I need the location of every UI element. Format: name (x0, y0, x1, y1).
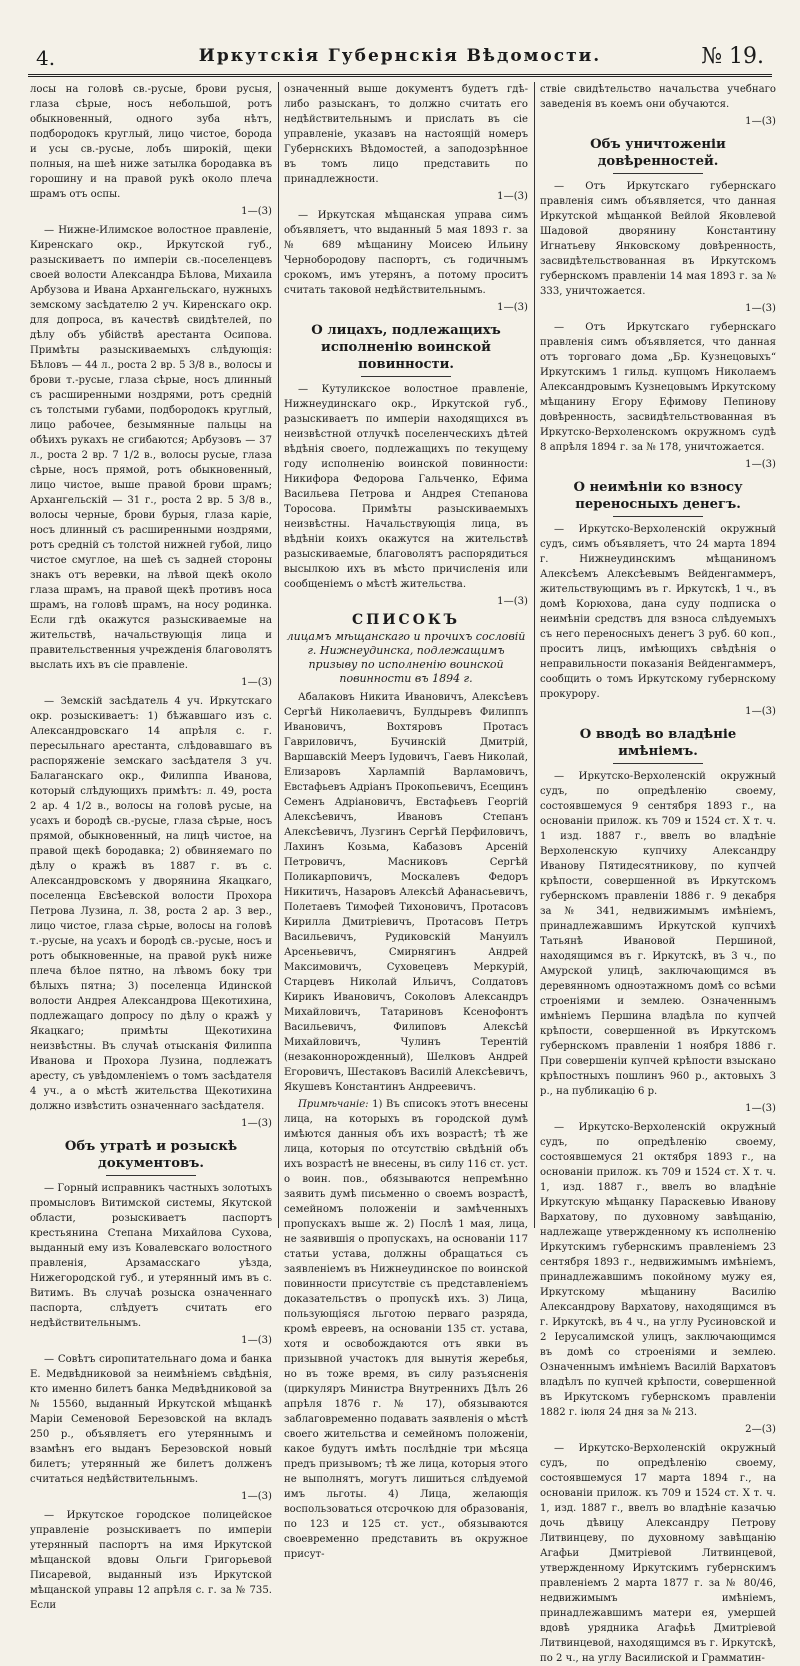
paragraph: — Иркутская мѣщанская управа симъ объявляетъ, что выданный 5 мая 1893 г. за № 689 мѣщанину Моисею Ильину Чернобородову паспортъ, съ годичнымъ срокомъ, имъ утерянъ, а потому проситъ считать таковой недѣйствительнымъ. (284, 210, 528, 296)
section-heading-text: О неимѣніи ко взносу переносныхъ денегъ. (573, 480, 743, 512)
page-number: 4. (36, 46, 56, 70)
section-heading-text: О лицахъ, подлежащихъ исполненію воинской повинности. (311, 323, 501, 372)
list-title: СПИСОКЪ (351, 612, 461, 628)
issue-mark: 1—(3) (497, 302, 528, 313)
column-1 (30, 82, 272, 1611)
heading-underline (106, 1175, 196, 1176)
issue-mark: 1—(3) (745, 303, 776, 314)
issue-mark: 1—(3) (497, 596, 528, 607)
column-divider (278, 82, 279, 1228)
paragraph: лосы на головѣ св.-русые, брови русыя, глаза сѣрые, носъ небольшой, ротъ обыкновенный, одного зуба нѣтъ, подбородокъ круглый, лицо чистое, борода и усы св.-русые, лобъ широкій, щеки полныя, на шеѣ ниже затылка бородавка въ горошину и на правой рукѣ около плеча шрамъ отъ оспы. (30, 84, 272, 200)
issue-mark: 1—(3) (745, 706, 776, 717)
issue-mark: 1—(3) (745, 459, 776, 470)
section-heading (540, 726, 776, 764)
paragraph: — Иркутское городское полицейское управленіе розыскиваетъ по имперіи утерянный паспортъ на имя Иркутской мѣщанской вдовы Ольги Григорьевой Писаревой, выданный изъ Иркутской мѣщанской управы 12 апрѣля с. г. за № 735. Если (30, 1510, 272, 1611)
list-subtitle: лицамъ мѣщанскаго и прочихъ сословій г. Нижнеудинска, подлежащимъ призыву по исполненію воинской повинности въ 1894 г. (286, 630, 526, 685)
conscript-list: Абалаковъ Никита Ивановичъ, Алексѣевъ Сергѣй Николаевичъ, Булдыревъ Филиппъ Ивановичъ, Вохтяровъ Протасъ Гавриловичъ, Бучинскій Дмитрій, Варшавскій Мееръ Іудовичъ, Гаевъ Николай, Елизаровъ Харлампій Варламовичъ, Евстафьевъ Адріанъ Прокопьевичъ, Есещинъ Семенъ Адріановичъ, Евстафьевъ Георгій Алексѣевичъ, Ивановъ Степанъ Алексѣевичъ, Лузгинъ Сергѣй Перфиловичъ, Лахинъ Козьма, Кабазовъ Арсеній Петровичъ, Масниковъ Сергѣй Поликарповичъ, Москалевъ Федоръ Никитичъ, Назаровъ Алексѣй Афанасьевичъ, Полетаевъ Тимофей Тихоновичъ, Протасовъ Кирилла Дмитріевичъ, Протасовъ Петръ Васильевичъ, Рудиковскій Мануилъ Арсеньевичъ, Смирнягинъ Андрей Максимовичъ, Суховецевъ Меркурій, Старцевъ Николай Ильичъ, Солдатовъ Кирикъ Ивановичъ, Соколовъ Александръ Михайловичъ, Татариновъ Ксенофонтъ Васильевичъ, Филиповъ Алексѣй Михайловичъ, Чулинъ Терентій (незаконнорожденный), Шелковъ Андрей Егоровичъ, Шестаковъ Василій Алексѣевичъ, Якушевъ Константинъ Андреевичъ. (284, 692, 528, 1093)
section-heading (540, 136, 776, 174)
paragraph: — Отъ Иркутскаго губернскаго правленія симъ объявляется, что данная Иркутской мѣщанкой Вейлой Яковлевой Шадовой дворянину Константину Игнатьеву Янковскому довѣренность, засвидѣтельствованная въ Иркутскомъ губернскомъ правленіи 14 мая 1893 г. за № 333, уничтожается. (540, 181, 776, 297)
paragraph: ствіе свидѣтельство начальства учебнаго заведенія въ коемъ они обучаются. (540, 84, 776, 110)
paragraph: — Иркутско-Верхоленскій окружный судъ, по опредѣленію своему, состоявшемуся 17 марта 1894 г., на основаніи прилож. къ 709 и 1524 ст. X т. ч. 1, изд. 1887 г., ввелъ во владѣніе казачью дочь дѣвицу Александру Петрову Литвинцеву, по духовному завѣщанію Агафьи Дмитріевой Литвинцевой, утвержденному Иркутскимъ губернскимъ правленіемъ 2 марта 1877 г. за № 80/46, недвижимымъ имѣніемъ, принадлежавшимъ матери ея, умершей вдовѣ урядника Агафьѣ Дмитріевой Литвинцевой, находящимся въ г. Иркутскѣ, по 2 ч., на углу Василиской и Грамматин- (540, 1443, 776, 1664)
issue-mark: 1—(3) (745, 1103, 776, 1114)
paragraph: — Иркутско-Верхоленскій окружный судъ, по опредѣленію своему, состоявшемуся 21 октября 1893 г., на основаніи прилож. къ 709 и 1524 ст. X т. ч. 1, изд. 1887 г., ввелъ во владѣніе Иркутскую мѣщанку Параскевью Иванову Вархатову, по духовному завѣщанію, надлежаще утвержденному къ исполненію Иркутскимъ губернскимъ правленіемъ 23 сентября 1893 г., недвижимымъ имѣніемъ, принадлежавшимъ покойному мужу ея, Иркутскому мѣщанину Василію Александрову Вархатову, находящимся въ г. Иркутскѣ, въ 4 ч., на углу Русиновской и 2 Іерусалимской улицъ, заключающимся въ домѣ со строеніями и землею. Означеннымъ имѣніемъ Василій Вархатовъ владѣлъ по купчей крѣпости, совершенной въ Иркутскомъ губернскомъ правленіи 1882 г. іюля 24 дня за № 213. (540, 1122, 776, 1418)
issue-mark: 1—(3) (241, 206, 272, 217)
issue-mark: 1—(3) (241, 1491, 272, 1502)
paragraph: — Иркутско-Верхоленскій окружный судъ, симъ объявляетъ, что 24 марта 1894 г. Нижнеудинскимъ мѣщаниномъ Алексѣемъ Алексѣевымъ Вейденгаммеръ, жительствующимъ въ г. Иркутскѣ, 1 ч., въ домѣ Корюхова, дана суду подписка о неимѣніи средствъ для взноса слѣдуемыхъ съ него переносныхъ денегъ 3 руб. 60 коп., проситъ лицъ, имѣющихъ свѣдѣнія о неправильности показанія Вейденгаммеръ, сообщить о томъ Иркутскому губернскому прокурору. (540, 524, 776, 700)
issue-mark: 1—(3) (241, 1118, 272, 1129)
paragraph: — Горный исправникъ частныхъ золотыхъ промысловъ Витимской системы, Якутской области, розыскиваетъ паспортъ крестьянина Степана Михайлова Сухова, выданный ему изъ Ковалевскаго волостного правленія, Арзамасскаго уѣзда, Нижегородской губ., и утерянный имъ въ с. Витимъ. Въ случаѣ розыска означеннаго паспорта, слѣдуетъ считать его недѣйствительнымъ. (30, 1183, 272, 1329)
page-header (28, 40, 772, 77)
heading-underline (613, 763, 703, 764)
heading-underline (613, 516, 703, 517)
section-heading (30, 1138, 272, 1176)
issue-mark: 2—(3) (745, 1424, 776, 1435)
section-heading-text: О вводѣ во владѣніе имѣніемъ. (579, 727, 737, 759)
issue-mark: 1—(3) (241, 1335, 272, 1346)
column-3 (540, 82, 776, 1664)
issue-number: № 19. (701, 44, 764, 69)
heading-underline (361, 376, 451, 377)
issue-mark: 1—(3) (241, 677, 272, 688)
section-heading-text: Объ уничтоженіи довѣренностей. (590, 137, 726, 169)
section-heading-text: Объ утратѣ и розыскѣ документовъ. (64, 1139, 238, 1171)
section-heading (540, 479, 776, 517)
paragraph: — Кутуликское волостное правленіе, Нижнеудинскаго окр., Иркутской губ., разыскиваетъ по имперіи находящихся въ неизвѣстной отлучкѣ поселенческихъ дѣтей вѣдѣнія своего, подлежащихъ по текущему году исполненію воинской повинности: Никифора Федорова Гальченко, Ефима Васильева Петрова и Андрея Степанова Торосова. Примѣты разыскиваемыхъ неизвѣстны. Начальствующія лица, въ вѣдѣніи коихъ окажутся на жительствѣ разыскиваемые, благоволятъ распорядиться высылкою ихъ въ мѣсто причисленія или сообщеніемъ о мѣстѣ жительства. (284, 384, 528, 590)
heading-underline (613, 173, 703, 174)
paragraph: — Нижне-Илимское волостное правленіе, Киренскаго окр., Иркутской губ., разыскиваетъ по имперіи св.-поселенцевъ своей волости Александра Бѣлова, Михаила Арбузова и Ивана Архангельскаго, нужныхъ земскому засѣдателю 2 уч. Киренскаго окр. для допроса, въ качествѣ свидѣтелей, по дѣлу объ убійствѣ арестанта Осипова. Примѣты разыскиваемыхъ слѣдующія: Бѣловъ — 44 л., роста 2 вр. 5 3/8 в., волосы и брови т.-русые, глаза сѣрые, носъ длинный съ расширенными ноздрями, ротъ средній съ толстыми губами, подбородокъ круглый, лицо рабочее, безымянные пальцы на обѣихъ рукахъ не сгибаются; Арбузовъ — 37 л., роста 2 вр. 7 1/2 в., волосы русые, глаза сѣрые, носъ прямой, ротъ обыкновенный, лицо чистое, выше правой брови шрамъ; Архангельскій — 31 г., роста 2 вр. 5 3/8 в., волосы черные, брови бурыя, глаза каріе, носъ длинный съ расширенными ноздрями, ротъ средній съ толстой нижней губой, лицо чистое смуглое, на шеѣ съ задней стороны знакъ отъ веревки, на лѣвой щекѣ около глаза шрамъ, на правой щекѣ противъ носа шрамъ, на головѣ шрамъ, на носу родинка. Если гдѣ окажутся разыскиваемые на жительствѣ, начальствующія лица и правительственныя учрежденія благоволятъ выслать ихъ въ сіе правленіе. (30, 225, 272, 671)
newspaper-title: Иркутскія Губернскія Вѣдомости. (198, 46, 602, 66)
paragraph: — Отъ Иркутскаго губернскаго правленія симъ объявляется, что данная отъ торговаго дома „Бр. Кузнецовыхъ“ Иркутскимъ 1 гильд. купцомъ Николаемъ Александровымъ Кузнецовымъ Иркутскому мѣщанину Егору Ефимову Пепинову довѣренность, засвидѣтельствованная въ Иркутско-Верхоленскомъ окружномъ судѣ 8 апрѣля 1894 г. за № 178, уничтожается. (540, 322, 776, 453)
paragraph: означенный выше документъ будетъ гдѣ-либо разысканъ, то должно считать его недѣйствительнымъ и прислать въ сіе управленіе, указавъ на настоящій номеръ Губернскихъ Вѣдомостей, а заподозрѣнное въ томъ лицо представить по принадлежности. (284, 84, 528, 185)
column-divider (534, 82, 535, 1228)
note-paragraph (284, 1097, 528, 1562)
note-text: 1) Въ списокъ этотъ внесены лица, на которыхъ въ городской думѣ имѣются данныя объ ихъ возрастѣ; тѣ же лица, которыя по отсутствію свѣдѣній объ ихъ возрастѣ не внесены, въ силу 116 ст. уст. о воин. пов., обязываются непремѣнно заявить думѣ письменно о своемъ возрастѣ, семейномъ положеніи и замѣченныхъ пропускахъ выше ж. 2) Послѣ 1 мая, лица, не заявившія о пропускахъ, на основаніи 117 статьи устава, должны обращаться съ заявленіемъ въ Нижнеудинское по воинской повинности присутствіе съ представленіемъ доказательствъ о пропускѣ ихъ. 3) Лица, пользующіяся льготою перваго разряда, кромѣ евреевъ, на основаніи 135 ст. устава, хотя и освобождаются отъ явки въ призывной участокъ для вынутія жеребья, но въ тоже время, въ силу разъясненія (циркуляръ Министра Внутреннихъ Дѣлъ 26 апрѣля 1876 г. № 17), обязываются заблаговременно подавать заявленія о мѣстѣ своего жительства и семейномъ положеніи, какое будутъ имѣть послѣдніе три мѣсяца предъ призывомъ; тѣ же лица, которыя этого не выполнятъ, могутъ лишиться слѣдуемой имъ льготы. 4) Лица, желающія воспользоваться отсрочкою для образованія, по 123 и 125 ст. уст., обязываются своевременно представить въ окружное присут- (284, 1099, 528, 1560)
paragraph: — Совѣтъ сиропитательнаго дома и банка Е. Медвѣдниковой за неимѣніемъ свѣдѣнія, кто именно билетъ банка Медвѣдниковой за № 15560, выданный Иркутской мѣщанкѣ Маріи Семеновой Березовской на вкладъ 250 р., объявляетъ его утеряннымъ и взамѣнъ его выданъ Березовской новый билетъ; утерянный же билетъ долженъ считаться недѣйствительнымъ. (30, 1354, 272, 1485)
note-label: Примѣчаніе: (298, 1099, 369, 1110)
paragraph: — Иркутско-Верхоленскій окружный судъ, по опредѣленію своему, состоявшемуся 9 сентября 1893 г., на основаніи прилож. къ 709 и 1524 ст. X т. ч. 1 изд. 1887 г., ввелъ во владѣніе Верхоленскую купчиху Александру Иванову Пятидесятникову, по купчей крѣпости, совершенной въ Иркутскомъ губернскомъ правленіи 1886 г. 9 декабря за № 341, недвижимымъ имѣніемъ, принадлежавшимъ Иркутской купчихѣ Татьянѣ Ивановой Першиной, находящимся въ г. Иркутскѣ, въ 3 ч., по Амурской улицѣ, заключающимся въ деревянномъ одноэтажномъ домѣ со всѣми строеніями и землею. Означеннымъ имѣніемъ Першина владѣла по купчей крѣпости, совершенной въ Иркутскомъ губернскомъ правленіи 1 ноября 1886 г. При совершеніи купчей крѣпости взыскано крѣпостныхъ пошлинъ 960 р., актовыхъ 3 р., на публикацію 6 р. (540, 771, 776, 1097)
section-heading (284, 322, 528, 377)
issue-mark: 1—(3) (745, 116, 776, 127)
column-2 (284, 82, 528, 1560)
issue-mark: 1—(3) (497, 191, 528, 202)
paragraph: — Земскій засѣдатель 4 уч. Иркутскаго окр. розыскиваетъ: 1) бѣжавшаго изъ с. Александровскаго 14 апрѣля с. г. пересыльнаго арестанта, слѣдовавшаго въ распоряженіе земскаго засѣдателя 3 уч. Балаганскаго окр., Филиппа Иванова, который слѣдующихъ примѣтъ: л. 49, роста 2 ар. 4 1/2 в., волосы на головѣ русые, на усахъ и бородѣ св.-русые, глаза сѣрые, носъ прямой, обыкновенный, на лицѣ чистое, на правой щекѣ бородавка; 2) обвиняемаго по дѣлу о кражѣ въ 1887 г. въ с. Александровскомъ у дворянина Якацкаго, поселенца Евсѣевской волости Прохора Петрова Лузина, л. 38, роста 2 ар. 3 вер., лицо чистое, глаза сѣрые, волосы на головѣ т.-русые, на усахъ и бородѣ св.-русые, носъ и ротъ обыкновенные, на правой рукѣ ниже плеча бѣлое пятно, на лѣвомъ боку три бѣлыхъ пятна; 3) поселенца Идинской волости Андрея Александрова Щекотихина, подлежащаго допросу по дѣлу о кражѣ у Якацкаго; примѣты Щекотихина неизвѣстны. Въ случаѣ отысканія Филиппа Иванова и Прохора Лузина, подлежатъ аресту, съ увѣдомленіемъ о томъ засѣдателя 4 уч., а о мѣстѣ жительства Щекотихина должно извѣстить означеннаго засѣдателя. (30, 696, 272, 1112)
